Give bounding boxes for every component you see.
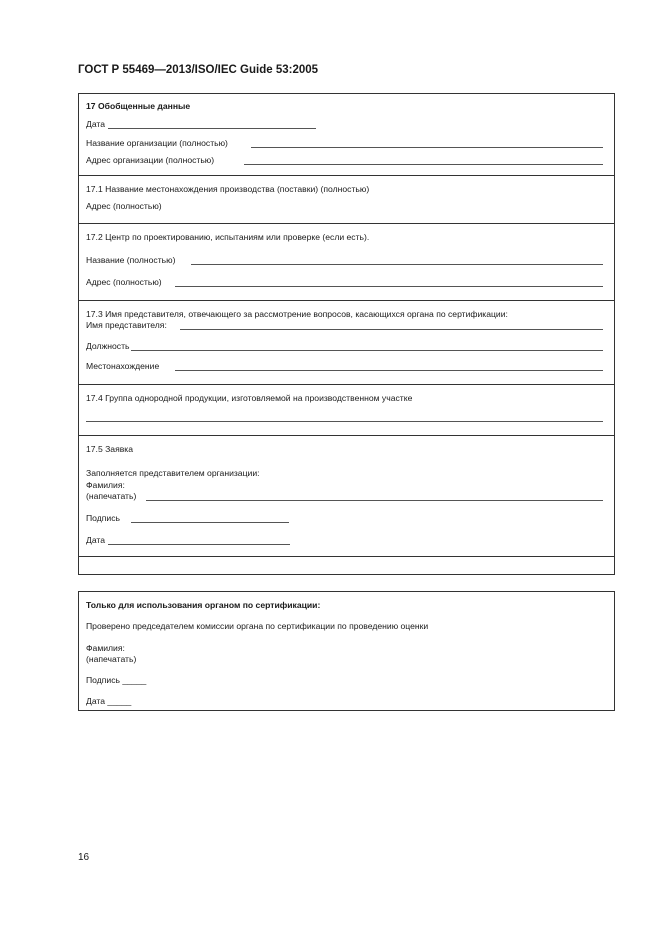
location-field[interactable] xyxy=(175,370,603,371)
surname-field[interactable] xyxy=(146,500,603,501)
section-17-2-title: 17.2 Центр по проектированию, испытаниям или проверке (если есть). xyxy=(86,232,370,242)
org-address-field[interactable] xyxy=(244,164,603,165)
location-label: Местонахождение xyxy=(86,361,160,371)
page-number: 16 xyxy=(78,852,90,863)
org-address-label: Адрес организации (полностью) xyxy=(86,155,215,165)
section-17-1-title: 17.1 Название местонахождения производства (поставки) (полностью) xyxy=(86,184,370,194)
org-name-label: Название организации (полностью) xyxy=(86,138,228,148)
date-field[interactable] xyxy=(108,128,316,129)
filled-by-label: Заполняется представителем организации: xyxy=(86,468,260,478)
document-header: ГОСТ Р 55469—2013/ISO/IEC Guide 53:2005 xyxy=(78,64,319,76)
center-address-label: Адрес (полностью) xyxy=(86,277,162,287)
checked-by-label: Проверено председателем комиссии органа по сертификации по проведению оценки xyxy=(86,621,429,631)
data-form-box xyxy=(78,93,615,575)
date-field-2[interactable] xyxy=(108,544,290,545)
production-address-label: Адрес (полностью) xyxy=(86,201,162,211)
official-signature-label: Подпись _____ xyxy=(86,675,147,685)
rep-name-label: Имя представителя: xyxy=(86,320,167,330)
product-group-field[interactable] xyxy=(86,421,603,422)
rep-name-field[interactable] xyxy=(180,329,603,330)
date-label-2: Дата xyxy=(86,535,106,545)
section-17 xyxy=(79,94,614,176)
section-17-3 xyxy=(79,301,614,385)
section-17-1 xyxy=(79,176,614,224)
signature-label: Подпись xyxy=(86,513,121,523)
print-label: (напечатать) xyxy=(86,491,137,501)
center-name-field[interactable] xyxy=(191,264,603,265)
section-17-5-title: 17.5 Заявка xyxy=(86,444,134,454)
section-17-4-title: 17.4 Группа однородной продукции, изготовляемой на производственном участке xyxy=(86,393,413,403)
section-17-2 xyxy=(79,224,614,301)
official-date-label: Дата _____ xyxy=(86,696,132,706)
date-label: Дата xyxy=(86,119,106,129)
center-name-label: Название (полностью) xyxy=(86,255,176,265)
official-title: Только для использования органом по сертификации: xyxy=(86,600,321,610)
org-name-field[interactable] xyxy=(251,147,603,148)
center-address-field[interactable] xyxy=(175,286,603,287)
official-use-box xyxy=(78,591,615,711)
official-surname-label: Фамилия: xyxy=(86,643,125,653)
surname-label: Фамилия: xyxy=(86,480,125,490)
position-field[interactable] xyxy=(131,350,603,351)
section-17-title: 17 Обобщенные данные xyxy=(86,101,191,111)
section-17-4 xyxy=(79,385,614,436)
signature-field[interactable] xyxy=(131,522,289,523)
section-17-5 xyxy=(79,436,614,557)
official-print-label: (напечатать) xyxy=(86,654,137,664)
section-17-3-title: 17.3 Имя представителя, отвечающего за рассмотрение вопросов, касающихся органа по сертификации: xyxy=(86,309,508,319)
empty-row xyxy=(79,557,614,574)
position-label: Должность xyxy=(86,341,130,351)
